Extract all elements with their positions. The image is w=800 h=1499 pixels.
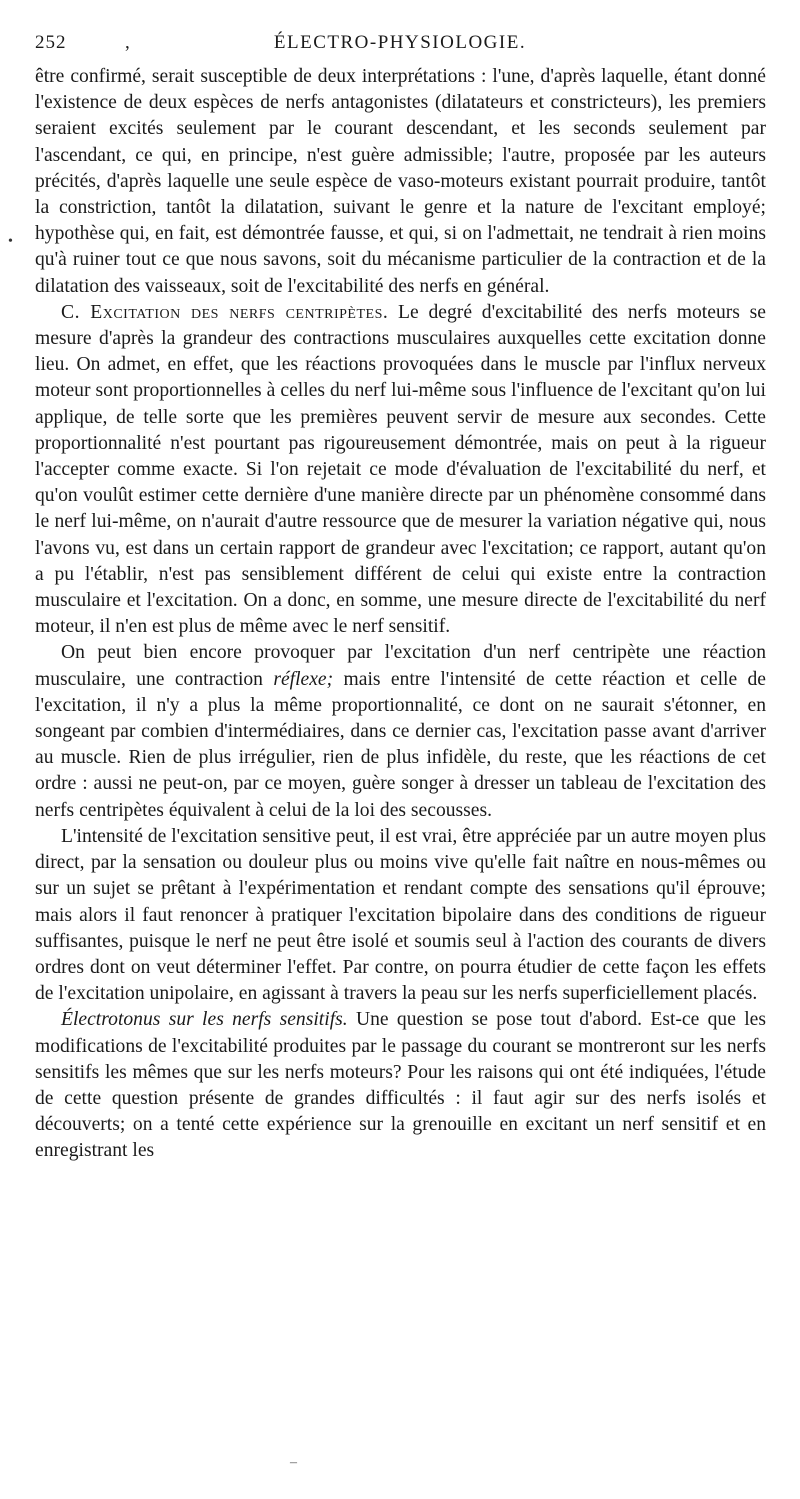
paragraph-text: mais entre l'intensité de cette réaction et celle de l'excitation, il n'y a plus la même proportionnalité, ce dont on ne saurait s'étonner, en songeant par combien d'intermédiaires, dans ce dernier cas, l'excitation passe avant d'arriver au muscle. Rien de plus irrégulier, rien de plus infidèle, du reste, que les réactions de cet ordre : aussi ne peut-on, par ce moyen, guère songer à dresser un tableau de l'excitation des nerfs centripètes équivalent à celui de la loi des secousses. (35, 668, 766, 821)
running-title: ÉLECTRO-PHYSIOLOGIE. (273, 32, 527, 53)
paragraph-text: L'intensité de l'excitation sensitive peut, il est vrai, être appréciée par un autre moyen plus direct, par la sensation ou douleur plus ou moins vive qu'elle fait naître en nous-mêmes ou sur un sujet se prêtant à l'expérimentation et rendant compte des sensations qu'il éprouve; mais alors il faut renoncer à pratiquer l'excitation bipolaire dans des conditions de rigueur suffisantes, puisque le nerf ne peut être isolé et soumis seul à l'action des courants de divers ordres dont on veut déterminer l'effet. Par contre, on pourra étudier de cette façon les effets de l'excitation unipolaire, en agissant à travers la peau sur les nerfs superficiellement placés. (35, 825, 766, 1005)
body-text (35, 64, 766, 1165)
subsection-heading: Électrotonus sur les nerfs sensitifs. (61, 1009, 348, 1031)
margin-mark: • (8, 234, 13, 249)
section-heading: C. Excitation des nerfs centripètes. (61, 301, 389, 323)
page-number: 252 (35, 32, 67, 53)
running-header (35, 32, 765, 58)
paragraph-continuation (35, 64, 766, 300)
paragraph-section-c (35, 300, 766, 641)
emphasis-word: réflexe; (273, 668, 334, 690)
paragraph-electrotonus (35, 1007, 766, 1164)
header-mark: , (125, 32, 131, 53)
paragraph-text: Une question se pose tout d'abord. Est-ce que les modifications de l'excitabilité produites par le passage du courant se montreront sur les nerfs sensitifs les mêmes que sur les nerfs moteurs? Pour les raisons qui ont été indiquées, l'étude de cette question présente de grandes difficultés : il faut agir sur des nerfs isolés et découverts; on a tenté cette expérience sur la grenouille en excitant un nerf sensitif et en enregistrant les (35, 1009, 766, 1162)
paragraph-sensation (35, 824, 766, 1007)
paragraph-reflexe (35, 640, 766, 823)
footer-mark: – (290, 1455, 297, 1470)
paragraph-text: Le degré d'excitabilité des nerfs moteurs se mesure d'après la grandeur des contractions musculaires auxquelles cette excitation donne lieu. On admet, en effet, que les réactions provoquées dans le muscle par l'influx nerveux moteur sont proportionnelles à celles du nerf lui-même sous l'influence de l'excitant qu'on lui applique, de telle sorte que les premières peuvent servir de mesure aux secondes. Cette proportionnalité n'est pourtant pas rigoureusement démontrée, mais on peut à la rigueur l'accepter comme exacte. Si l'on rejetait ce mode d'évaluation de l'excitabilité du nerf, et qu'on voulût estimer cette dernière d'une manière directe par un phénomène consommé dans le nerf lui-même, on n'aurait d'autre ressource que de mesurer la variation négative qui, nous l'avons vu, est dans un certain rapport de grandeur avec l'excitation; ce rapport, autant qu'on a pu l'établir, n'est pas sensiblement différent de celui qui existe entre la contraction musculaire et l'excitation. On a donc, en somme, une mesure directe de l'excitabilité du nerf moteur, il n'en est plus de même avec le nerf sensitif. (35, 301, 766, 638)
paragraph-text: être confirmé, serait susceptible de deux interprétations : l'une, d'après laquelle, étant donné l'existence de deux espèces de nerfs antagonistes (dilatateurs et constricteurs), les premiers seraient excités seulement par le courant descendant, et les seconds seulement par l'ascendant, ce qui, en principe, n'est guère admissible; l'autre, proposée par les auteurs précités, d'après laquelle une seule espèce de vaso-moteurs existant pourrait produire, tantôt la constriction, tantôt la dilatation, suivant le genre et la nature de l'excitant employé; hypothèse qui, en fait, est démontrée fausse, et qui, si on l'admettait, ne tendrait à rien moins qu'à ruiner tout ce que nous savons, soit du mécanisme particulier de la contraction et de la dilatation des vaisseaux, soit de l'excitabilité des nerfs en général. (35, 66, 766, 297)
paragraph-text: On peut bien encore provoquer par l'excitation d'un nerf centripète une réaction musculaire, une contraction (35, 642, 766, 690)
